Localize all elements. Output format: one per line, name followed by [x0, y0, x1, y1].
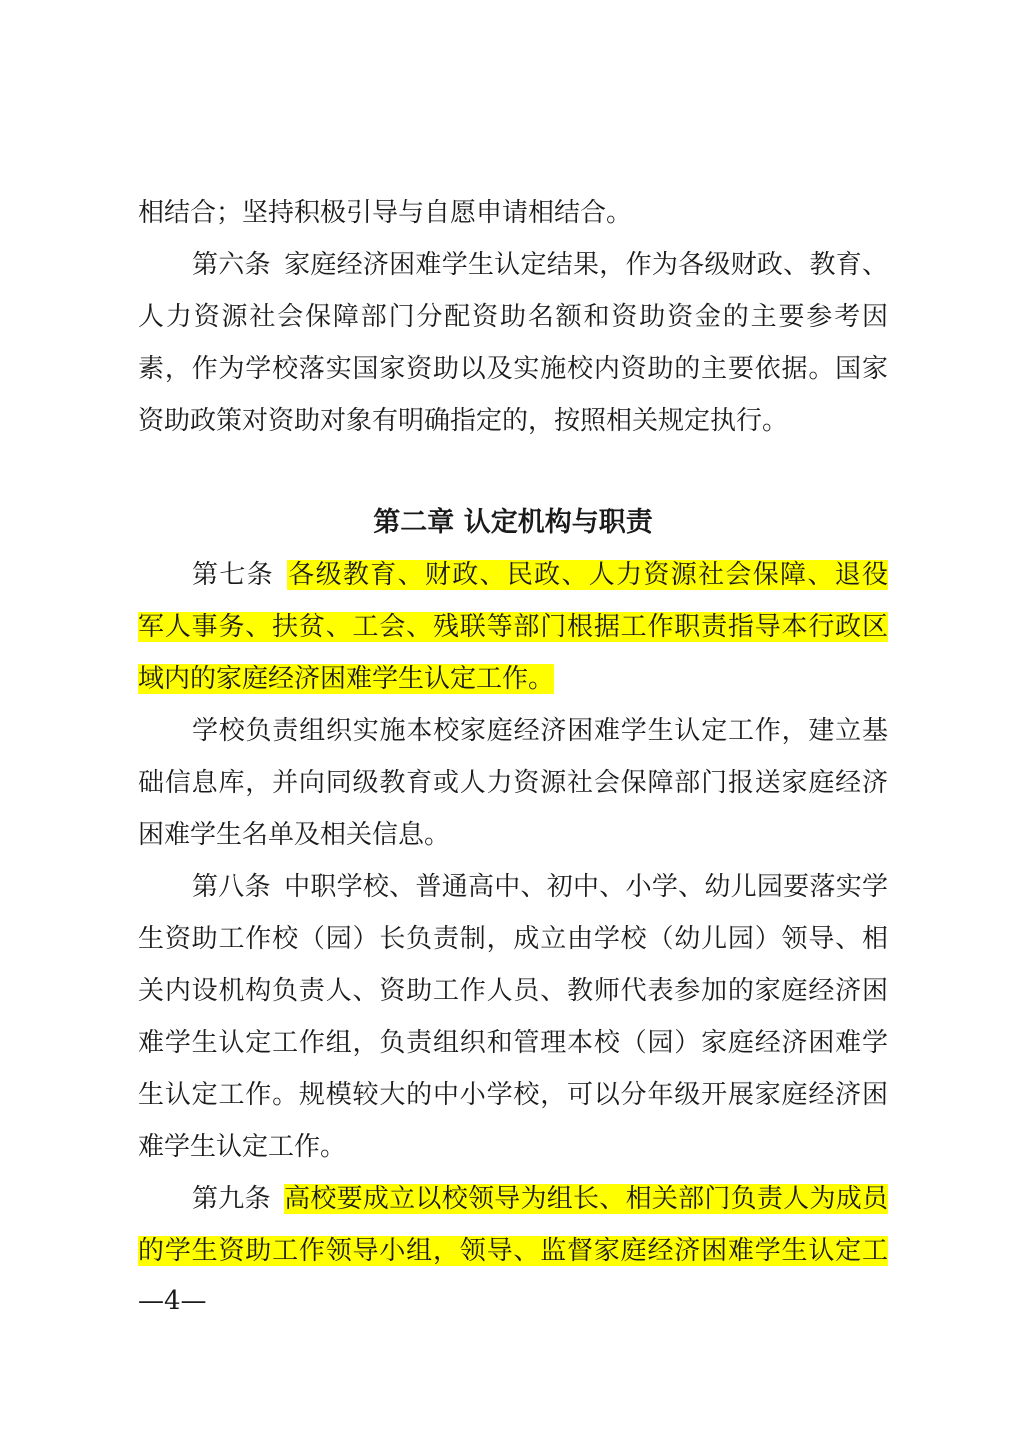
article-8-line-4: 难学生认定工作组，负责组织和管理本校（园）家庭经济困难学 — [138, 1028, 888, 1058]
article-8-line-1 — [192, 867, 888, 907]
article-6-label: 第六条 — [192, 250, 271, 280]
article-6-text: 家庭经济困难学生认定结果，作为各级财政、教育、 — [283, 250, 888, 280]
article-7-line-2 — [138, 607, 888, 647]
article-7-line-3 — [138, 659, 888, 699]
article-8-line-2: 生资助工作校（园）长负责制，成立由学校（幼儿园）领导、相 — [138, 924, 888, 954]
paragraph-line: 相结合；坚持积极引导与自愿申请相结合。 — [138, 198, 633, 228]
article-8-label: 第八条 — [192, 872, 271, 902]
article-7-text-highlighted: 各级教育、财政、民政、人力资源社会保障、退役 — [286, 560, 888, 590]
article-9-line-1 — [192, 1179, 888, 1219]
article-9-text-highlighted: 高校要成立以校领导为组长、相关部门负责人为成员 — [283, 1184, 888, 1214]
page-number: —4— — [138, 1286, 207, 1316]
article-8-line-5: 生认定工作。规模较大的中小学校，可以分年级开展家庭经济困 — [138, 1080, 888, 1110]
school-paragraph-line-1: 学校负责组织实施本校家庭经济困难学生认定工作，建立基 — [192, 716, 888, 746]
chapter-title: 第二章 认定机构与职责 — [373, 507, 653, 538]
school-paragraph-line-3: 困难学生名单及相关信息。 — [138, 820, 451, 850]
article-7-line-1 — [192, 555, 888, 595]
article-7-text-highlighted: 军人事务、扶贫、工会、残联等部门根据工作职责指导本行政区 — [138, 612, 888, 642]
school-paragraph-line-2: 础信息库，并向同级教育或人力资源社会保障部门报送家庭经济 — [138, 768, 888, 798]
article-6-line-2: 人力资源社会保障部门分配资助名额和资助资金的主要参考因 — [138, 302, 888, 332]
article-6-line-3: 素，作为学校落实国家资助以及实施校内资助的主要依据。国家 — [138, 354, 888, 384]
article-8-line-3: 关内设机构负责人、资助工作人员、教师代表参加的家庭经济困 — [138, 976, 888, 1006]
article-8-line-6: 难学生认定工作。 — [138, 1132, 347, 1162]
article-7-label: 第七条 — [192, 560, 274, 590]
article-6-line-1 — [192, 245, 888, 285]
article-9-label: 第九条 — [192, 1184, 271, 1214]
article-6-line-4: 资助政策对资助对象有明确指定的，按照相关规定执行。 — [138, 406, 789, 436]
article-8-text: 中职学校、普通高中、初中、小学、幼儿园要落实学 — [283, 872, 888, 902]
article-7-text-highlighted: 域内的家庭经济困难学生认定工作。 — [138, 664, 555, 694]
article-9-text-highlighted: 的学生资助工作领导小组，领导、监督家庭经济困难学生认定工 — [138, 1236, 888, 1266]
article-9-line-2 — [138, 1231, 888, 1271]
